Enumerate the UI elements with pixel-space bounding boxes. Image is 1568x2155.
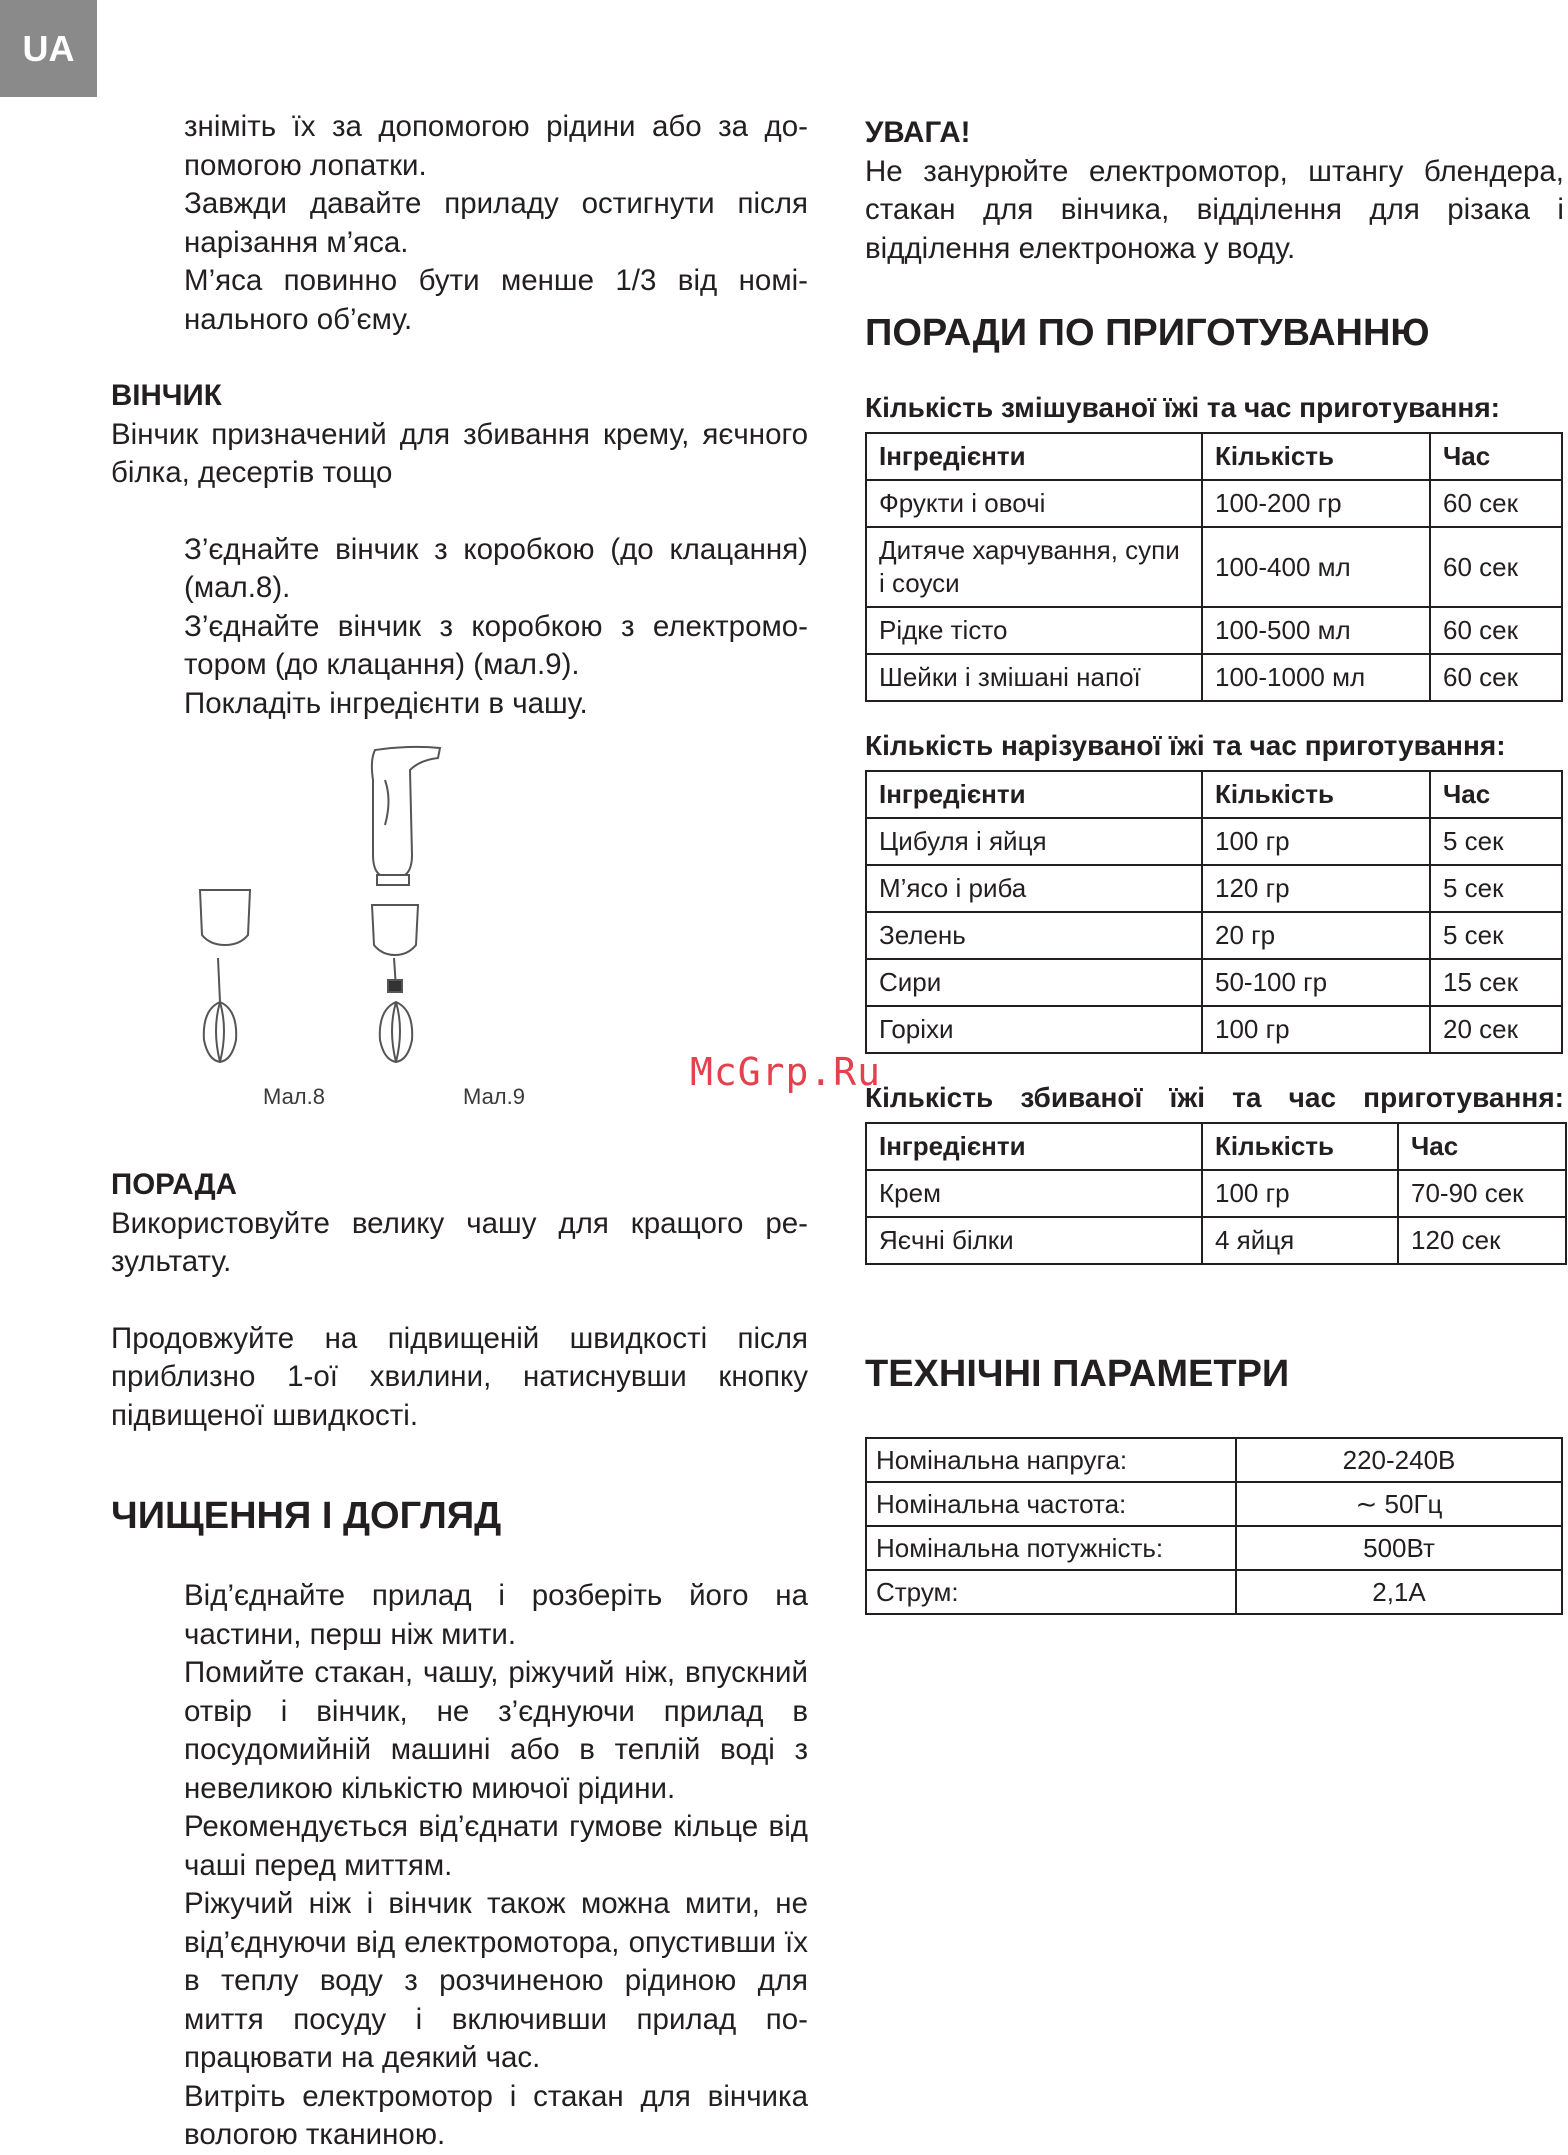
- cleaning-heading: ЧИЩЕННЯ І ДОГЛЯД: [111, 1495, 502, 1537]
- whisk-head-fig9: [380, 1002, 412, 1062]
- cell-time: 15 сек: [1430, 959, 1562, 1006]
- header-quantity: Кількість: [1202, 771, 1430, 818]
- whisk-step-1: З’єднайте вінчик з коробкою (до клацання) (мал.8).: [184, 532, 808, 604]
- cleaning-paragraph-1: Від’єднайте прилад і розберіть його на частини, перш ніж мити.: [184, 1579, 808, 1651]
- table-row: [866, 607, 1562, 654]
- left-column-lower: [111, 1166, 808, 2155]
- table-row: [866, 1570, 1562, 1614]
- warning-text: Не занурюйте електромотор, штангу блендера, стакан для вінчика, відділення для різака і відділення електроножа у воду.: [865, 154, 1564, 265]
- table-header-row: [866, 433, 1562, 480]
- table-header-row: [866, 1123, 1566, 1170]
- table-row: [866, 959, 1562, 1006]
- whisk-illustration: [180, 740, 580, 1070]
- cell-ingredient: Яєчні білки: [866, 1217, 1202, 1264]
- header-time: Час: [1430, 433, 1562, 480]
- cell-ingredient: Цибуля і яйця: [866, 818, 1202, 865]
- cell-ingredient: Дитяче харчування, супи і соуси: [866, 527, 1202, 607]
- param-label: Номінальна напруга:: [866, 1438, 1236, 1482]
- table-row: [866, 1526, 1562, 1570]
- header-ingredients: Інгредієнти: [866, 771, 1202, 818]
- table-row: [866, 1482, 1562, 1526]
- param-value: 2,1А: [1236, 1570, 1562, 1614]
- meat-paragraph-3: М’яса повинно бути менше 1/3 від номінального об’єму.: [184, 264, 808, 336]
- chopping-table: [865, 770, 1563, 1054]
- whisk-assembly-figure: [180, 740, 580, 1120]
- table-row: [866, 912, 1562, 959]
- cell-time: 60 сек: [1430, 480, 1562, 527]
- cell-quantity: 100-1000 мл: [1202, 654, 1430, 701]
- cell-quantity: 100-500 мл: [1202, 607, 1430, 654]
- table-row: [866, 527, 1562, 607]
- cell-quantity: 20 гр: [1202, 912, 1430, 959]
- header-time: Час: [1430, 771, 1562, 818]
- header-time: Час: [1398, 1123, 1566, 1170]
- watermark: McGrp.Ru: [690, 1050, 882, 1094]
- tip-text: Використовуйте велику чашу для кращого результату.: [111, 1206, 808, 1278]
- param-value: 500Вт: [1236, 1526, 1562, 1570]
- whisk-step-3: Покладіть інгредієнти в чашу.: [184, 686, 588, 720]
- cooking-tips-heading: ПОРАДИ ПО ПРИГОТУВАННЮ: [865, 312, 1430, 354]
- cell-quantity: 100 гр: [1202, 818, 1430, 865]
- cleaning-paragraph-3: Рекомендується від’єднати гумове кільце від чаші перед миттям.: [184, 1810, 808, 1882]
- table-row: [866, 480, 1562, 527]
- cell-quantity: 100-400 мл: [1202, 527, 1430, 607]
- blending-table: [865, 432, 1563, 702]
- cell-quantity: 100-200 гр: [1202, 480, 1430, 527]
- table-row: [866, 1170, 1566, 1217]
- param-label: Струм:: [866, 1570, 1236, 1614]
- param-label: Номінальна частота:: [866, 1482, 1236, 1526]
- whisk-description: Вінчик призначений для збивання крему, яєчного білка, десертів тощо: [111, 417, 808, 489]
- cell-time: 60 сек: [1430, 527, 1562, 607]
- param-label: Номінальна потужність:: [866, 1526, 1236, 1570]
- table-row: [866, 818, 1562, 865]
- whisk-shaft-fig8: [218, 958, 220, 1002]
- tip-heading: ПОРАДА: [111, 1168, 237, 1201]
- table-header-row: [866, 771, 1562, 818]
- cell-quantity: 100 гр: [1202, 1170, 1398, 1217]
- header-ingredients: Інгредієнти: [866, 433, 1202, 480]
- figure-9-label: Мал.9: [463, 1084, 525, 1109]
- cell-quantity: 50-100 гр: [1202, 959, 1430, 1006]
- cell-time: 5 сек: [1430, 865, 1562, 912]
- meat-paragraph-2: Завжди давайте приладу остигнути після нарізання м’яса.: [184, 187, 808, 259]
- cell-quantity: 100 гр: [1202, 1006, 1430, 1053]
- cell-time: 5 сек: [1430, 912, 1562, 959]
- table-row: [866, 1217, 1566, 1264]
- blending-table-caption: Кількість змішуваної їжі та час приготування:: [865, 392, 1500, 423]
- table-row: [866, 654, 1562, 701]
- cell-ingredient: Сири: [866, 959, 1202, 1006]
- language-tab: UA: [0, 0, 97, 97]
- cell-ingredient: Горіхи: [866, 1006, 1202, 1053]
- cell-quantity: 4 яйця: [1202, 1217, 1398, 1264]
- tip-text-speed: Продовжуйте на підвищеній швидкості після приблизно 1-ої хвилини, натиснувши кнопку підвищеної швидкості.: [111, 1321, 808, 1432]
- cell-ingredient: М’ясо і риба: [866, 865, 1202, 912]
- cleaning-paragraph-2: Помийте стакан, чашу, ріжучий ніж, впускний отвір і вінчик, не з’єднуючи прилад в посудомийній машині або в теплій воді з невеликою кількістю миючої рідини.: [184, 1656, 808, 1805]
- header-ingredients: Інгредієнти: [866, 1123, 1202, 1170]
- table-row: [866, 1438, 1562, 1482]
- table-row: [866, 865, 1562, 912]
- figure-8-label: Мал.8: [263, 1084, 325, 1109]
- cell-ingredient: Шейки і змішані напої: [866, 654, 1202, 701]
- whipping-table: [865, 1122, 1567, 1265]
- header-quantity: Кількість: [1202, 1123, 1398, 1170]
- cell-ingredient: Фрукти і овочі: [866, 480, 1202, 527]
- chopping-table-caption: Кількість нарізуваної їжі та час приготування:: [865, 730, 1506, 761]
- cleaning-paragraph-4: Ріжучий ніж і вінчик також можна мити, не від’єднуючи від електромотора, опустивши їх в теплу воду з розчиненою рідиною для миття посуду і включивши прилад попрацювати на деякий час.: [184, 1887, 808, 2074]
- cleaning-paragraph-5: Витріть електромотор і стакан для вінчика вологою тканиною.: [184, 2079, 808, 2151]
- cell-ingredient: Крем: [866, 1170, 1202, 1217]
- cell-time: 20 сек: [1430, 1006, 1562, 1053]
- meat-paragraph-1: зніміть їх за допомогою рідини або за допомогою лопатки.: [184, 110, 808, 182]
- cell-ingredient: Зелень: [866, 912, 1202, 959]
- cell-time: 60 сек: [1430, 654, 1562, 701]
- header-quantity: Кількість: [1202, 433, 1430, 480]
- cell-time: 70-90 сек: [1398, 1170, 1566, 1217]
- table-row: [866, 1006, 1562, 1053]
- technical-parameters-heading: ТЕХНІЧНІ ПАРАМЕТРИ: [865, 1353, 1290, 1395]
- cell-ingredient: Рідке тісто: [866, 607, 1202, 654]
- whisk-gearbox-fig9: [372, 905, 418, 955]
- cell-quantity: 120 гр: [1202, 865, 1430, 912]
- warning-heading: УВАГА!: [865, 116, 971, 149]
- whisk-heading: ВІНЧИК: [111, 379, 222, 412]
- param-value: 220-240В: [1236, 1438, 1562, 1482]
- whisk-gearbox-fig8: [200, 890, 250, 945]
- whisk-head-fig8: [204, 1002, 236, 1062]
- param-value: ∼ 50Гц: [1236, 1482, 1562, 1526]
- right-column: [865, 114, 1564, 1615]
- whipping-table-caption: Кількість збиваної їжі та час приготування:: [865, 1082, 1564, 1113]
- motor-unit-fig9: [372, 747, 440, 875]
- cell-time: 120 сек: [1398, 1217, 1566, 1264]
- cell-time: 60 сек: [1430, 607, 1562, 654]
- whisk-step-2: З’єднайте вінчик з коробкою з електромотором (до клацання) (мал.9).: [184, 609, 808, 681]
- left-column: [111, 108, 808, 723]
- cell-time: 5 сек: [1430, 818, 1562, 865]
- technical-parameters-table: [865, 1437, 1563, 1615]
